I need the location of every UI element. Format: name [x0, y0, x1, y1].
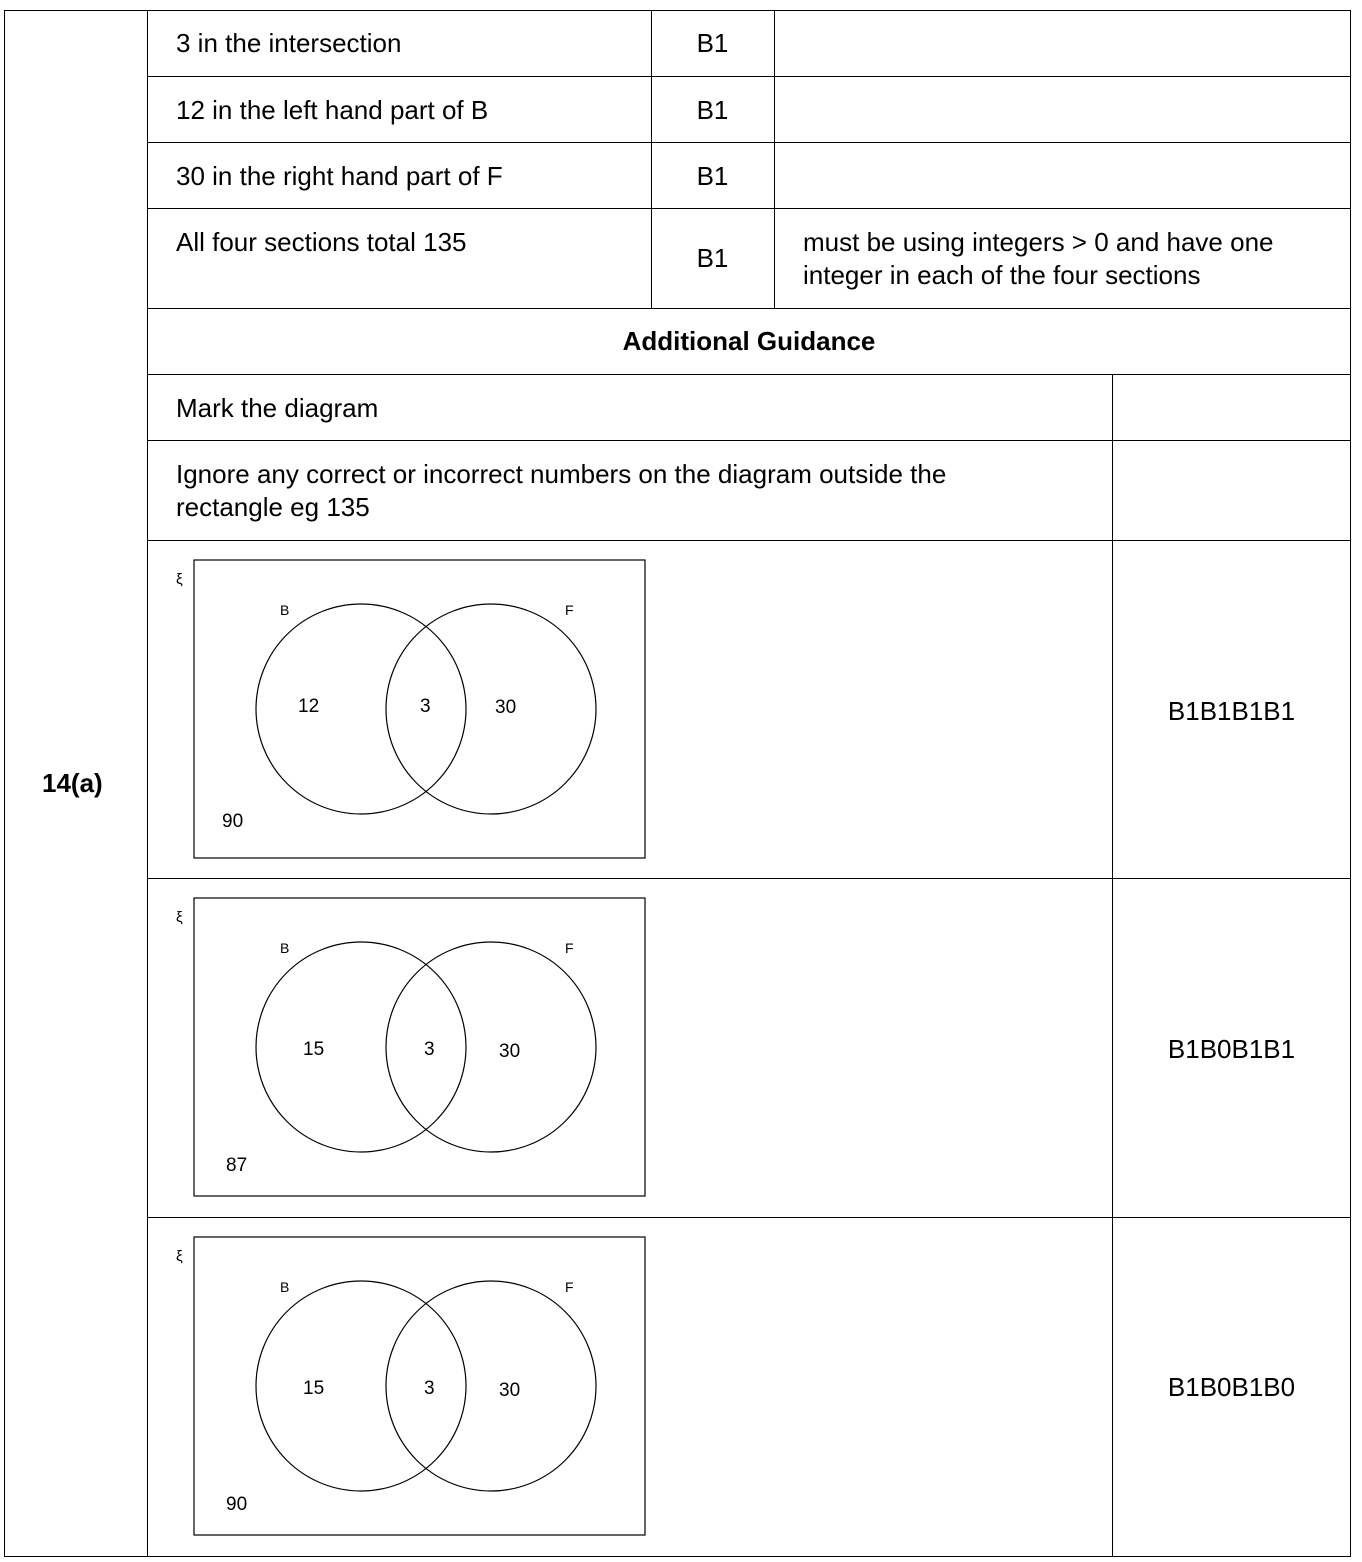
criterion-text: 12 in the left hand part of B — [176, 95, 489, 125]
criterion-text: All four sections total 135 — [176, 227, 467, 257]
criterion-mark: B1 — [696, 161, 729, 191]
award-marks: B1B0B1B1 — [1167, 1034, 1296, 1064]
row-divider — [147, 76, 1351, 77]
award-marks: B1B0B1B0 — [1167, 1372, 1296, 1402]
venn-diagram — [148, 879, 648, 1215]
set-f-circle — [386, 604, 596, 814]
universal-set-rectangle — [194, 898, 645, 1196]
only-b-value: 12 — [298, 696, 320, 717]
universal-set-symbol: ξ — [176, 909, 183, 926]
universal-set-symbol: ξ — [176, 1248, 183, 1265]
outside-value: 90 — [226, 1494, 248, 1515]
criterion-note-line: must be using integers > 0 and have one — [803, 227, 1274, 257]
set-f-circle — [386, 1281, 596, 1491]
table-border-left — [4, 10, 5, 1557]
universal-set-rectangle — [194, 1237, 645, 1535]
criterion-note-line: integer in each of the four sections — [803, 260, 1201, 290]
only-f-value: 30 — [495, 697, 517, 718]
guidance-text: Mark the diagram — [176, 393, 379, 423]
set-b-label: B — [280, 1279, 290, 1295]
criterion-text: 3 in the intersection — [176, 28, 402, 58]
row-divider — [147, 374, 1351, 375]
set-b-label: B — [280, 602, 290, 618]
guidance-text: rectangle eg 135 — [176, 492, 370, 522]
row-divider — [147, 208, 1351, 209]
award-marks: B1B1B1B1 — [1167, 696, 1296, 726]
set-f-label: F — [565, 602, 574, 618]
outside-value: 90 — [222, 811, 244, 832]
comment-column-divider — [774, 10, 775, 309]
set-f-label: F — [565, 1279, 574, 1295]
row-divider — [147, 142, 1351, 143]
criterion-mark: B1 — [696, 28, 729, 58]
criterion-text: 30 in the right hand part of F — [176, 161, 503, 191]
only-b-value: 15 — [303, 1378, 325, 1399]
set-f-circle — [386, 942, 596, 1152]
set-b-label: B — [280, 940, 290, 956]
table-border-bottom — [4, 1556, 1351, 1557]
only-b-value: 15 — [303, 1039, 325, 1060]
guidance-heading: Additional Guidance — [622, 326, 876, 356]
row-divider — [147, 440, 1351, 441]
only-f-value: 30 — [499, 1041, 521, 1062]
intersection-value: 3 — [424, 1378, 435, 1399]
intersection-value: 3 — [424, 1039, 435, 1060]
only-f-value: 30 — [499, 1380, 521, 1401]
table-border-top — [4, 10, 1351, 11]
criterion-mark: B1 — [696, 243, 729, 273]
question-number: 14(a) — [42, 768, 103, 798]
table-border-right — [1350, 10, 1351, 1557]
criterion-mark: B1 — [696, 95, 729, 125]
row-divider — [147, 308, 1351, 309]
set-b-circle — [256, 604, 466, 814]
venn-diagram — [148, 541, 648, 877]
guidance-text: Ignore any correct or incorrect numbers on the diagram outside the — [176, 459, 947, 489]
outside-value: 87 — [226, 1155, 248, 1176]
set-f-label: F — [565, 940, 574, 956]
universal-set-symbol: ξ — [176, 571, 183, 588]
intersection-value: 3 — [420, 696, 431, 717]
venn-diagram — [148, 1218, 648, 1554]
